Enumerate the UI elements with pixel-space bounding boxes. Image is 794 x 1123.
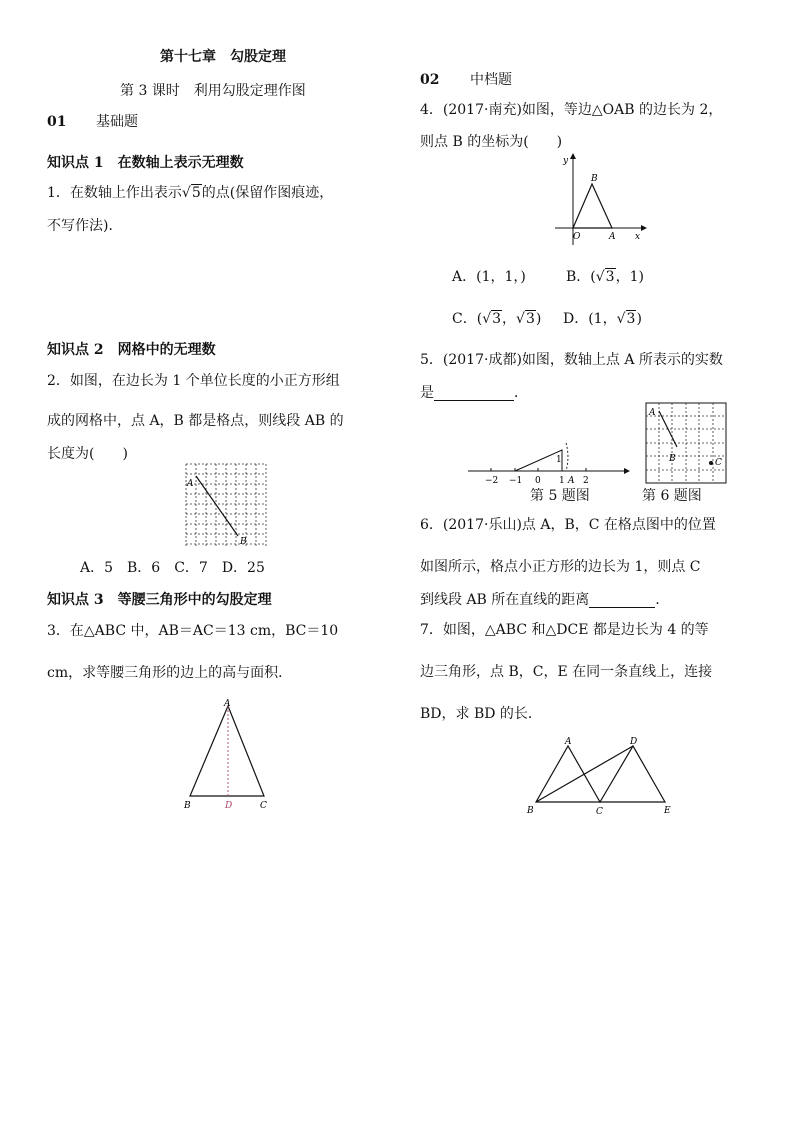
grid6-label-c: C <box>715 458 722 468</box>
answer-blank-q6 <box>589 593 655 608</box>
tick-label-minus1: −1 <box>509 476 523 486</box>
question-6-line3 <box>420 593 669 608</box>
figure-6-caption: 第 6 题图 <box>642 488 702 504</box>
tri-label-b: B <box>184 801 191 811</box>
answer-blank-q5 <box>434 386 514 401</box>
q7-label-c: C <box>596 807 603 817</box>
segment-ab <box>196 476 238 536</box>
opt-c-post: ) <box>535 311 542 327</box>
question-3-line1: 3．在△ABC 中，AB＝AC＝13 cm，BC＝10 <box>47 623 339 639</box>
question-4-option-a: A．(1，1，) <box>452 269 526 285</box>
grid-label-a: A <box>187 479 194 489</box>
question-6-line1: 6．(2017·乐山)点 A，B，C 在格点图中的位置 <box>420 517 716 533</box>
knowledge-point-2: 知识点 2 网格中的无理数 <box>47 342 216 358</box>
grid6-label-b: B <box>669 454 676 464</box>
triangle-abc <box>536 746 600 802</box>
number-line-figure-q5 <box>466 437 632 487</box>
axis-label-y: y <box>563 156 569 166</box>
opt-c-radicand-1: 3 <box>492 311 502 327</box>
question-7-line3: BD，求 BD 的长． <box>420 706 542 722</box>
two-triangles-figure-q7 <box>522 734 682 818</box>
arc-q5 <box>566 443 568 471</box>
q7-label-a: A <box>565 737 572 747</box>
question-1 <box>47 186 333 200</box>
sqrt-symbol <box>182 186 202 200</box>
q1-text-end: 的点(保留作图痕迹， <box>201 185 334 201</box>
sqrt-symbol <box>516 312 536 326</box>
numline-label-a: A <box>568 476 575 486</box>
axis-label-x: x <box>635 232 641 242</box>
tri-label-a: A <box>224 699 231 709</box>
sqrt-symbol <box>596 270 616 284</box>
opt-d-radicand: 3 <box>626 311 636 327</box>
opt-c-mid: ， <box>502 311 517 327</box>
grid6-label-a: A <box>649 408 656 418</box>
section-number-01: 01 <box>47 114 67 130</box>
opt-c-radicand-2: 3 <box>525 311 535 327</box>
tick-label-minus2: −2 <box>485 476 499 486</box>
question-4-option-c <box>452 312 541 326</box>
sqrt-symbol <box>482 312 502 326</box>
q7-label-b: B <box>527 806 534 816</box>
q1-text: 1．在数轴上作出表示 <box>47 185 182 201</box>
tick-label-0: 0 <box>535 476 541 486</box>
question-3-line2: cm，求等腰三角形的边上的高与面积． <box>47 665 293 681</box>
equilateral-triangle-oab <box>573 184 612 228</box>
tick-label-2: 2 <box>583 476 589 486</box>
tick-label-1: 1 <box>559 476 565 486</box>
knowledge-point-3: 知识点 3 等腰三角形中的勾股定理 <box>47 592 272 608</box>
question-6-line2: 如图所示，格点小正方形的边长为 1，则点 C <box>420 559 701 575</box>
question-2-options: A．5 B．6 C．7 D．25 <box>80 560 265 576</box>
q7-label-e: E <box>664 806 671 816</box>
right-triangle-q5 <box>515 450 562 471</box>
numline-label-1: 1 <box>556 455 562 465</box>
q6-end: ． <box>655 592 670 608</box>
triangle-dce <box>600 746 665 802</box>
tri-label-c: C <box>260 801 267 811</box>
knowledge-point-1: 知识点 1 在数轴上表示无理数 <box>47 155 244 171</box>
question-2-line1: 2．如图，在边长为 1 个单位长度的小正方形组 <box>47 373 340 389</box>
coord-label-b: B <box>591 174 598 184</box>
grid-figure-q6 <box>644 401 730 485</box>
grid-label-b: B <box>240 537 247 547</box>
opt-d-pre: D．(1， <box>563 311 617 327</box>
coord-label-o: O <box>573 232 581 242</box>
segment-bd <box>536 746 633 802</box>
coordinate-figure-q4 <box>553 153 647 247</box>
question-2-line2: 成的网格中，点 A，B 都是格点，则线段 AB 的 <box>47 413 344 429</box>
q1-radicand: 5 <box>191 185 201 201</box>
question-2-line3: 长度为( ) <box>47 446 128 462</box>
question-1-line2: 不写作法)． <box>47 218 123 234</box>
point-c <box>709 461 713 465</box>
q6-text: 到线段 AB 所在直线的距离 <box>420 592 590 608</box>
question-4-line2: 则点 B 的坐标为( ) <box>420 134 563 150</box>
section-title-basic: 基础题 <box>96 114 138 130</box>
sqrt-symbol <box>617 312 637 326</box>
question-4-line1: 4．(2017·南充)如图，等边△OAB 的边长为 2， <box>420 102 723 118</box>
question-7-line2: 边三角形，点 B，C，E 在同一条直线上，连接 <box>420 664 713 680</box>
question-5-line2 <box>420 386 528 401</box>
q5-end: ． <box>514 385 528 401</box>
opt-b-pre: B．( <box>566 269 596 285</box>
section-number-02: 02 <box>420 72 440 88</box>
opt-b-radicand: 3 <box>605 269 615 285</box>
grid-figure-q2 <box>180 462 272 550</box>
isosceles-triangle-figure <box>180 696 276 816</box>
q7-label-d: D <box>630 737 638 747</box>
question-4-option-d <box>563 312 642 326</box>
opt-d-post: ) <box>636 311 642 327</box>
question-7-line1: 7．如图，△ABC 和△DCE 都是边长为 4 的等 <box>420 622 709 638</box>
opt-b-post: ，1) <box>615 269 644 285</box>
figure-5-caption: 第 5 题图 <box>530 488 590 504</box>
question-5-line1: 5．(2017·成都)如图，数轴上点 A 所表示的实数 <box>420 352 723 368</box>
section-title-medium: 中档题 <box>470 72 512 88</box>
lesson-title: 第 3 课时 利用勾股定理作图 <box>120 83 306 99</box>
tri-label-d: D <box>225 801 233 811</box>
q5-text: 是 <box>420 385 434 401</box>
question-4-option-b <box>566 270 644 284</box>
opt-c-pre: C．( <box>452 311 483 327</box>
coord-label-a: A <box>609 232 616 242</box>
chapter-title: 第十七章 勾股定理 <box>160 49 286 65</box>
